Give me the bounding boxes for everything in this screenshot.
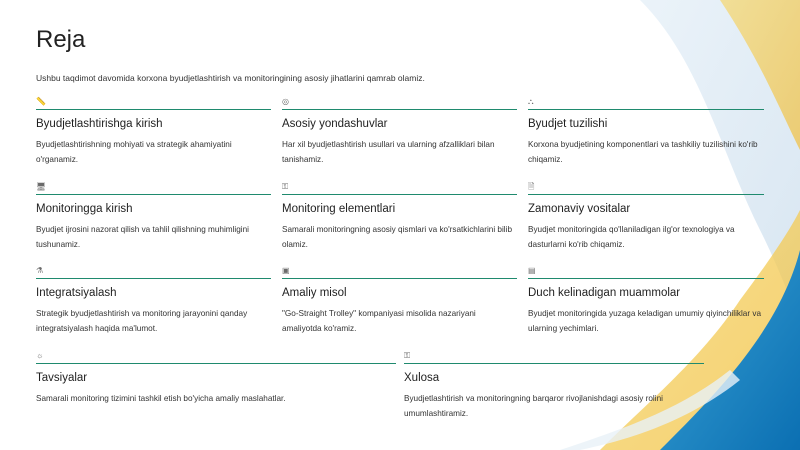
agenda-item-description: Korxona byudjetining komponentlari va tashkiliy tuzilishini ko'rib chiqamiz.	[528, 140, 758, 164]
agenda-item-heading: Monitoring elementlari	[282, 203, 396, 215]
agenda-item-heading: Byudjetlashtirishga kirish	[36, 118, 163, 130]
agenda-item	[36, 96, 271, 167]
agenda-item-heading: Xulosa	[404, 372, 440, 384]
divider	[36, 109, 271, 110]
image-icon: ▣	[282, 266, 290, 275]
agenda-item-description: Byudjet ijrosini nazorat qilish va tahlil qilishning muhimligini tushunamiz.	[36, 225, 249, 249]
agenda-item	[36, 265, 271, 336]
divider	[282, 194, 517, 195]
agenda-item	[282, 96, 517, 167]
agenda-item-heading: Duch kelinadigan muammolar	[528, 287, 681, 299]
divider	[36, 363, 396, 364]
agenda-item	[404, 350, 704, 421]
agenda-item-heading: Asosiy yondashuvlar	[282, 118, 388, 130]
divider	[36, 278, 271, 279]
agenda-item	[528, 96, 764, 167]
agenda-item	[36, 350, 396, 406]
agenda-item-description: Strategik byudjetlashtirish va monitoring jarayonini qanday integratsiyalash haqida ma'lumot.	[36, 309, 248, 333]
lightbulb-icon: ☼	[36, 351, 44, 360]
document-icon: 🗎	[528, 182, 535, 191]
agenda-item-heading: Integratsiyalash	[36, 287, 117, 299]
divider	[528, 194, 764, 195]
page-title: Reja	[36, 26, 86, 53]
intro-text: Ushbu taqdimot davomida korxona byudjetlashtirish va monitoringining asosiy jihatlarini qamrab olamiz.	[36, 73, 425, 83]
agenda-item-description: Byudjet monitoringida qo'llaniladigan ilg'or texnologiya va dasturlarni ko'rib chiqamiz.	[528, 225, 735, 249]
divider	[404, 363, 704, 364]
agenda-item-description: Byudjet monitoringida yuzaga keladigan umumiy qiyinchiliklar va ularning yechimlari.	[528, 309, 762, 333]
target-icon: ◎	[282, 97, 289, 106]
divider	[36, 194, 271, 195]
agenda-item	[282, 265, 517, 336]
agenda-item-description: Samarali monitoring tizimini tashkil etish bo'yicha amaliy maslahatlar.	[36, 394, 286, 403]
flask-icon: ⚗	[36, 266, 44, 275]
agenda-item	[528, 265, 764, 336]
agenda-item	[36, 181, 271, 252]
divider	[528, 278, 764, 279]
agenda-item-heading: Monitoringga kirish	[36, 203, 133, 215]
key-icon: ⚿	[404, 351, 411, 360]
agenda-item-heading: Amaliy misol	[282, 287, 347, 299]
agenda-item-description: "Go-Straight Trolley" kompaniyasi misolida nazariyani amaliyotda ko'ramiz.	[282, 309, 476, 333]
ruler-icon: 📏	[36, 97, 46, 106]
agenda-item-heading: Byudjet tuzilishi	[528, 118, 608, 130]
agenda-item-heading: Tavsiyalar	[36, 372, 88, 384]
agenda-item-description: Samarali monitoringning asosiy qismlari va ko'rsatkichlarini bilib olamiz.	[282, 225, 512, 249]
divider	[282, 278, 517, 279]
divider	[282, 109, 517, 110]
agenda-item	[528, 181, 764, 252]
monitor-icon: 🖥	[36, 182, 47, 191]
clipboard-icon: ▤	[528, 266, 536, 275]
key-icon: ⚿	[282, 182, 289, 191]
agenda-item	[282, 181, 517, 252]
agenda-item-description: Byudjetlashtirish va monitoringning barqaror rivojlanishdagi asosiy rolini umumlashtiramiz.	[404, 394, 663, 418]
agenda-item-description: Har xil byudjetlashtirish usullari va ularning afzalliklari bilan tanishamiz.	[282, 140, 495, 164]
structure-icon: ⛬	[528, 97, 534, 106]
divider	[528, 109, 764, 110]
agenda-item-heading: Zamonaviy vositalar	[528, 203, 631, 215]
agenda-item-description: Byudjetlashtirishning mohiyati va strategik ahamiyatini o'rganamiz.	[36, 140, 232, 164]
